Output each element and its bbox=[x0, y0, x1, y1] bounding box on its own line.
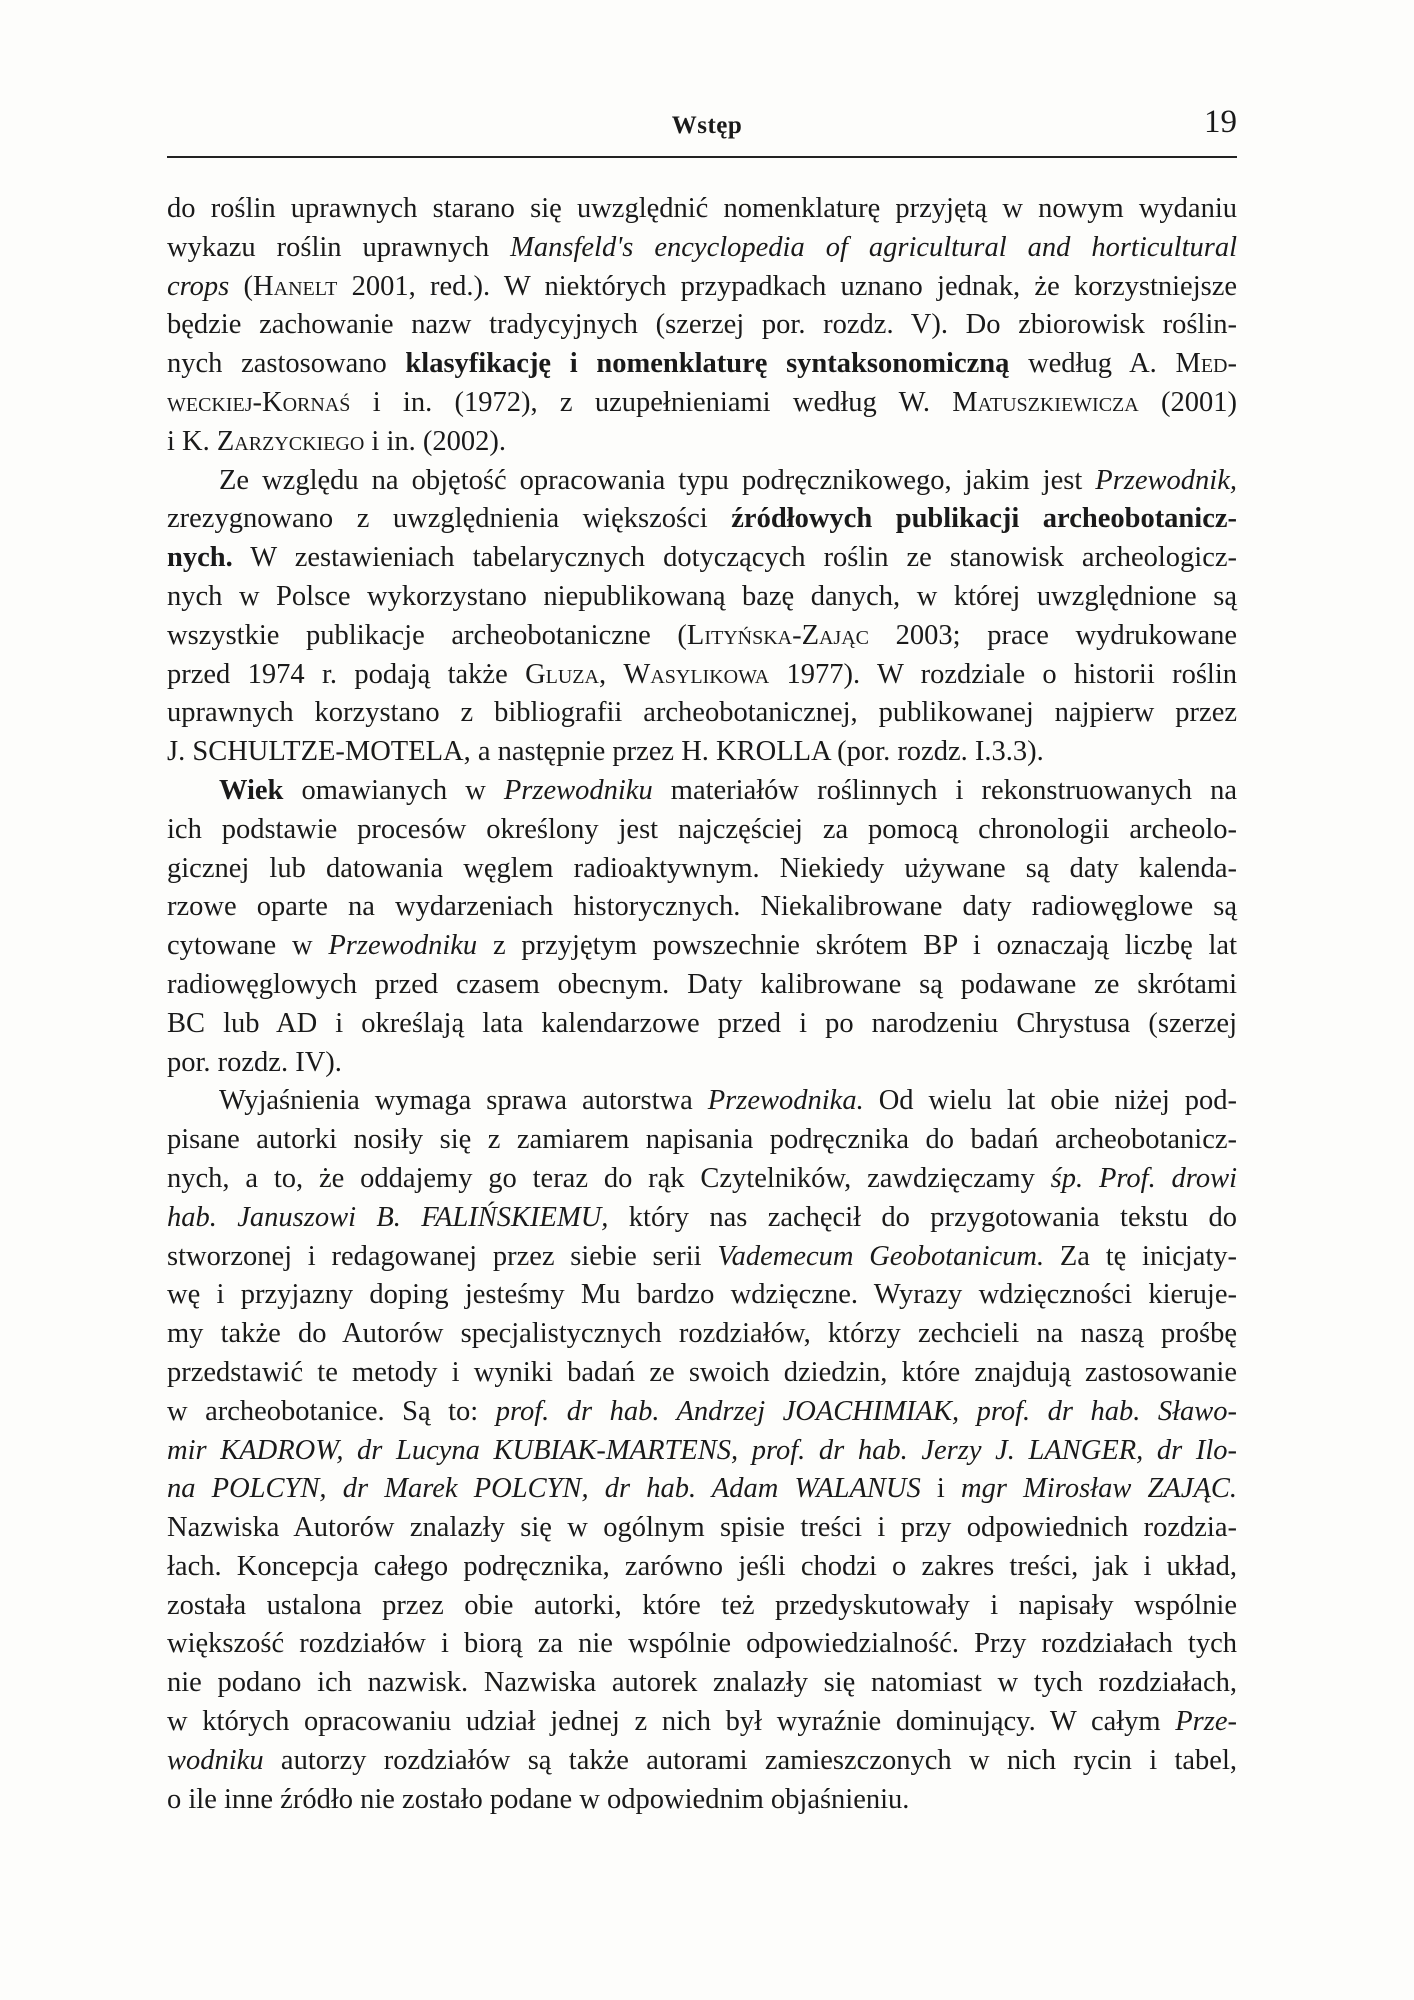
text-span: i K. bbox=[167, 425, 217, 457]
text-span: pisane autorki nosiły się z zamiarem napisania podręcznika do badań archeobotanicz- bbox=[167, 1124, 1237, 1156]
text-line bbox=[167, 772, 1237, 811]
text-line bbox=[167, 1432, 1237, 1471]
text-span: przedstawić te metody i wyniki badań ze swoich dziedzin, które znajdują zastosowanie bbox=[167, 1356, 1237, 1388]
text-span: wę i przyjazny doping jesteśmy Mu bardzo wdzięczne. Wyrazy wdzięczności kieruje- bbox=[167, 1279, 1237, 1311]
text-span: i in. (2002). bbox=[364, 425, 506, 457]
running-title: Wstęp bbox=[671, 112, 743, 139]
text-line bbox=[167, 500, 1237, 539]
text-span: większość rozdziałów i biorą za nie wspólnie odpowiedzialność. Przy rozdziałach tych bbox=[167, 1628, 1237, 1660]
text-line bbox=[167, 1548, 1237, 1587]
text-line bbox=[167, 811, 1237, 850]
text-span: została ustalona przez obie autorki, które też przedyskutowały i napisały wspólnie bbox=[167, 1589, 1237, 1621]
text-span: Ze względu na objętość opracowania typu podręcznikowego, jakim jest bbox=[219, 464, 1096, 496]
bold-span: nych. bbox=[167, 542, 233, 574]
text-span: Za tę inicjaty- bbox=[1044, 1240, 1237, 1272]
text-line bbox=[167, 966, 1237, 1005]
text-span: J. SCHULTZE-MOTELA, a następnie przez H. KROLLA (por. rozdz. I.3.3). bbox=[167, 736, 1044, 768]
text-span: 2001, red.). W niektórych przypadkach uznano jednak, że korzystniejsze bbox=[337, 270, 1238, 302]
text-span: i bbox=[920, 1473, 962, 1505]
text-span: nych zastosowano bbox=[167, 348, 406, 380]
text-span: Wyjaśnienia wymaga sprawa autorstwa bbox=[219, 1085, 708, 1117]
text-span: , bbox=[598, 658, 624, 690]
text-line bbox=[167, 1199, 1237, 1238]
text-line bbox=[167, 656, 1237, 695]
text-line bbox=[167, 384, 1237, 423]
body-text bbox=[167, 190, 1237, 1819]
page-number: 19 bbox=[1204, 104, 1237, 140]
text-line bbox=[167, 1781, 1237, 1820]
small-caps-name: weckiej-Kornaś bbox=[167, 386, 351, 418]
text-line bbox=[167, 1005, 1237, 1044]
text-span: radiowęglowych przed czasem obecnym. Daty kalibrowane są podawane ze skrótami bbox=[167, 968, 1237, 1000]
text-span: autorzy rozdziałów są także autorami zamieszczonych w nich rycin i tabel, bbox=[263, 1744, 1237, 1776]
text-line bbox=[167, 1044, 1237, 1083]
text-span: materiałów roślinnych i rekonstruowanych na bbox=[652, 774, 1237, 806]
text-line bbox=[167, 539, 1237, 578]
text-span: uprawnych korzystano z bibliografii archeobotanicznej, publikowanej najpierw przez bbox=[167, 697, 1237, 729]
text-line bbox=[167, 1082, 1237, 1121]
text-line bbox=[167, 462, 1237, 501]
text-line bbox=[167, 345, 1237, 384]
text-span: z przyjętym powszechnie skrótem BP i oznaczają liczbę lat bbox=[477, 930, 1238, 962]
text-line bbox=[167, 268, 1237, 307]
text-line bbox=[167, 888, 1237, 927]
text-line bbox=[167, 733, 1237, 772]
text-line bbox=[167, 1470, 1237, 1509]
text-span: stworzonej i redagowanej przez siebie serii bbox=[167, 1240, 718, 1272]
text-span: nych, a to, że oddajemy go teraz do rąk Czytelników, zawdzięczamy bbox=[167, 1162, 1051, 1194]
text-span: zrezygnowano z uwzględnienia większości bbox=[167, 503, 732, 535]
italic-span: hab. Januszowi B. FALIŃSKIEMU, bbox=[167, 1201, 609, 1233]
italic-span: Przewodniku bbox=[503, 774, 653, 806]
text-span: nie podano ich nazwisk. Nazwiska autorek znalazły się natomiast w tych rozdziałach, bbox=[167, 1667, 1237, 1699]
text-span: Od wielu lat obie niżej pod- bbox=[863, 1085, 1237, 1117]
text-line bbox=[167, 617, 1237, 656]
text-line bbox=[167, 229, 1237, 268]
italic-span: wodniku bbox=[167, 1744, 264, 1776]
italic-span: crops bbox=[167, 270, 230, 302]
small-caps-name: Matuszkiewicza bbox=[952, 386, 1139, 418]
text-span: gicznej lub datowania węglem radioaktywnym. Niekiedy używane są daty kalenda- bbox=[167, 852, 1237, 884]
text-span: rzowe oparte na wydarzeniach historycznych. Niekalibrowane daty radiowęglowe są bbox=[167, 891, 1237, 923]
text-span: ( bbox=[229, 270, 254, 302]
text-span: łach. Koncepcja całego podręcznika, zarówno jeśli chodzi o zakres treści, jak i układ, bbox=[167, 1550, 1237, 1582]
text-line bbox=[167, 850, 1237, 889]
small-caps-name: Zarzyckiego bbox=[216, 425, 365, 457]
text-line bbox=[167, 1509, 1237, 1548]
text-line bbox=[167, 1742, 1237, 1781]
text-span: BC lub AD i określają lata kalendarzowe przed i po narodzeniu Chrystusa (szerzej bbox=[167, 1007, 1237, 1039]
text-span: będzie zachowanie nazw tradycyjnych (szerzej por. rozdz. V). Do zbiorowisk roślin- bbox=[167, 309, 1237, 341]
small-caps-name: Gluza bbox=[525, 658, 599, 690]
text-line bbox=[167, 306, 1237, 345]
text-span: o ile inne źródło nie zostało podane w odpowiednim objaśnieniu. bbox=[167, 1783, 910, 1815]
text-span: (2001) bbox=[1138, 386, 1238, 418]
italic-span: prof. dr hab. Andrzej JOACHIMIAK, prof. dr hab. Sławo- bbox=[495, 1395, 1237, 1427]
text-span: i in. (1972), z uzupełnieniami według W. bbox=[350, 386, 953, 418]
italic-span: Mansfeld's encyclopedia of agricultural and horticultural bbox=[510, 231, 1238, 263]
text-span: w archeobotanice. Są to: bbox=[167, 1395, 496, 1427]
text-line bbox=[167, 1625, 1237, 1664]
small-caps-name: Med- bbox=[1175, 348, 1237, 380]
text-line bbox=[167, 1238, 1237, 1277]
text-span: wykazu roślin uprawnych bbox=[167, 231, 511, 263]
italic-span: na POLCYN, dr Marek POLCYN, dr hab. Adam WALANUS bbox=[167, 1473, 921, 1505]
header-rule bbox=[167, 156, 1237, 158]
text-line bbox=[167, 1393, 1237, 1432]
text-line bbox=[167, 1160, 1237, 1199]
text-span: w których opracowaniu udział jednej z nich był wyraźnie dominujący. W całym bbox=[167, 1706, 1176, 1738]
italic-span: Prze- bbox=[1175, 1706, 1237, 1738]
small-caps-name: Lityńska-Zając bbox=[686, 619, 869, 651]
text-span: wszystkie publikacje archeobotaniczne ( bbox=[167, 619, 687, 651]
bold-span: Wiek bbox=[219, 774, 284, 806]
text-line bbox=[167, 1276, 1237, 1315]
text-span: Nazwiska Autorów znalazły się w ogólnym spisie treści i przy odpowiednich rozdzia- bbox=[167, 1512, 1237, 1544]
text-span: który nas zachęcił do przygotowania tekstu do bbox=[608, 1201, 1237, 1233]
text-line bbox=[167, 1664, 1237, 1703]
text-span: ich podstawie procesów określony jest najczęściej za pomocą chronologii archeolo- bbox=[167, 813, 1237, 845]
bold-span: klasyfikację i nomenklaturę syntaksonomiczną bbox=[405, 348, 1010, 380]
text-span: do roślin uprawnych starano się uwzględnić nomenklaturę przyjętą w nowym wydaniu bbox=[167, 193, 1237, 224]
text-line bbox=[167, 1354, 1237, 1393]
italic-span: Przewodnika. bbox=[707, 1085, 864, 1117]
text-line bbox=[167, 423, 1237, 462]
text-span: 1977). W rozdziale o historii roślin bbox=[769, 658, 1237, 690]
italic-span: Vademecum Geobotanicum. bbox=[717, 1240, 1045, 1272]
text-span: W zestawieniach tabelarycznych dotyczących roślin ze stanowisk archeologicz- bbox=[232, 542, 1237, 574]
text-line bbox=[167, 1587, 1237, 1626]
italic-span: śp. Prof. drowi bbox=[1050, 1162, 1237, 1194]
bold-span: źródłowych publikacji archeobotanicz- bbox=[731, 503, 1237, 535]
text-span: my także do Autorów specjalistycznych rozdziałów, którzy zechcieli na naszą prośbę bbox=[167, 1318, 1237, 1350]
text-span: 2003; prace wydrukowane bbox=[869, 619, 1237, 651]
text-line bbox=[167, 927, 1237, 966]
text-line bbox=[167, 578, 1237, 617]
text-span: według A. bbox=[1009, 348, 1176, 380]
text-span: por. rozdz. IV). bbox=[167, 1046, 342, 1078]
italic-span: mir KADROW, dr Lucyna KUBIAK-MARTENS, prof. dr hab. Jerzy J. LANGER, dr Ilo- bbox=[167, 1434, 1237, 1466]
text-line bbox=[167, 1121, 1237, 1160]
text-span: przed 1974 r. podają także bbox=[167, 658, 526, 690]
text-span: cytowane w bbox=[167, 930, 329, 962]
text-line bbox=[167, 694, 1237, 733]
text-span: nych w Polsce wykorzystano niepublikowaną bazę danych, w której uwzględnione są bbox=[167, 580, 1237, 612]
text-span: omawianych w bbox=[283, 774, 504, 806]
italic-span: mgr Mirosław ZAJĄC. bbox=[961, 1473, 1237, 1505]
italic-span: Przewodniku bbox=[328, 930, 478, 962]
italic-span: Przewodnik, bbox=[1095, 464, 1237, 496]
text-line bbox=[167, 1703, 1237, 1742]
small-caps-name: Wasylikowa bbox=[623, 658, 770, 690]
text-line bbox=[167, 1315, 1237, 1354]
small-caps-name: Hanelt bbox=[253, 270, 338, 302]
text-line bbox=[167, 190, 1237, 229]
